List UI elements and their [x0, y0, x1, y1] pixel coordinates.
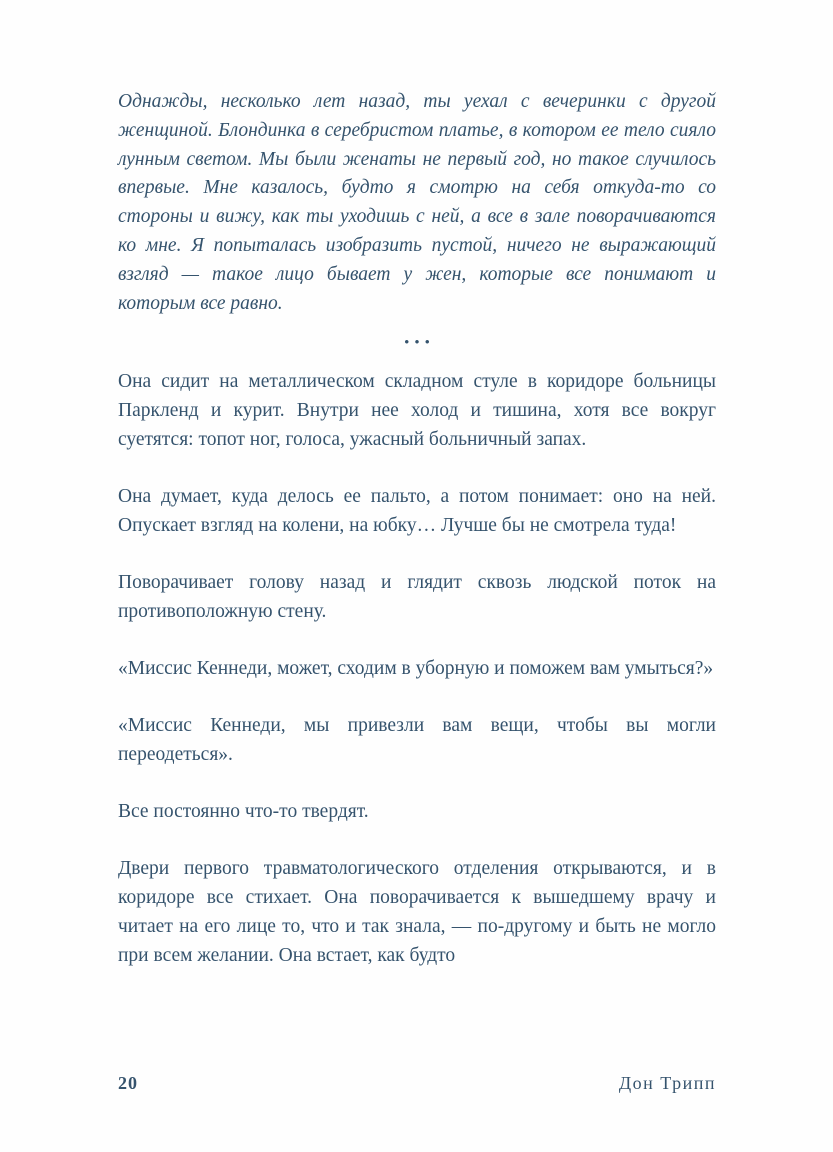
body-paragraph: Она думает, куда делось ее пальто, а потом понимает: оно на ней. Опускает взгляд на колени, на юбку… Лучше бы не смотрела туда! [118, 486, 716, 537]
page-footer [118, 1073, 716, 1094]
body-paragraph: Двери первого травматологического отделения открываются, и в коридоре все стихает. Она поворачивается к вышедшему врачу и читает на его лице то, что и так знала, — по-другому и быть не могло при всем желании. Она встает, как будто [118, 858, 716, 967]
epigraph-paragraph: Однажды, несколько лет назад, ты уехал с вечеринки с другой женщиной. Блондинка в серебристом платье, в котором ее тело сияло лунным светом. Мы были женаты не первый год, но такое случилось впервые. Мне казалось, будто я смотрю на себя откуда-то со стороны и вижу, как ты уходишь с ней, а все в зале поворачиваются ко мне. Я попыталась изобразить пустой, ничего не выражающий взгляд — такое лицо бывает у жен, которые все понимают и которым все равно. [118, 91, 716, 314]
body-paragraph: Все постоянно что-то твердят. [118, 801, 369, 823]
author-name: Дон Трипп [618, 1073, 716, 1093]
body-paragraph: «Миссис Кеннеди, мы привезли вам вещи, чтобы вы могли переодеться». [118, 715, 716, 766]
body-paragraph: «Миссис Кеннеди, может, сходим в уборную и поможем вам умыться?» [118, 658, 714, 680]
body-paragraph: Она сидит на металлическом складном стуле в коридоре больницы Паркленд и курит. Внутри нее холод и тишина, хотя все вокруг суетятся: топот ног, голоса, ужасный больничный запах. [118, 371, 716, 451]
page-number: 20 [118, 1073, 138, 1093]
body-paragraph: Поворачивает голову назад и глядит сквозь людской поток на противоположную стену. [118, 572, 716, 623]
section-separator: ••• [404, 335, 435, 352]
